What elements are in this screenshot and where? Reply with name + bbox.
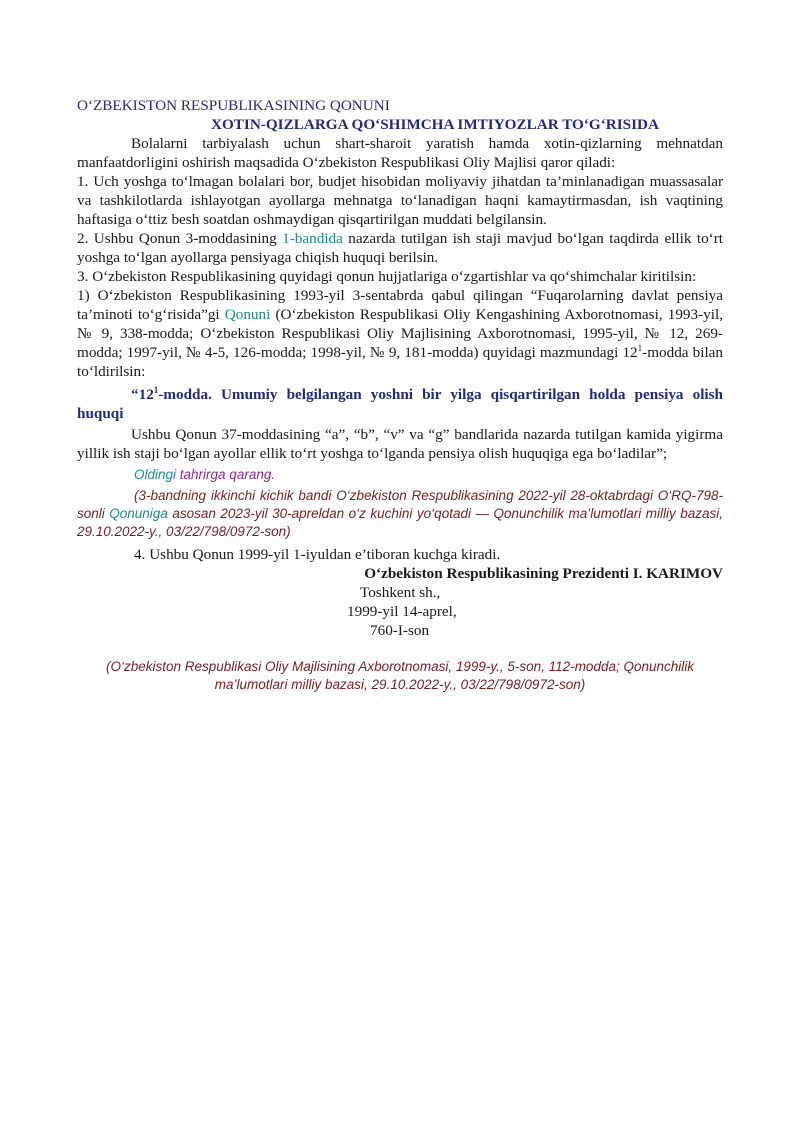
previous-edition-link[interactable] [77, 465, 723, 484]
link-1-bandida[interactable]: 1-bandida [282, 230, 343, 247]
edition-note [77, 487, 723, 541]
item-3-1-text-start: 1) O‘zbekiston Respublikasining 1993-yil 3-sentabrda qabul qilingan “Fuqarolarning davlat pensiya ta’minoti to‘g‘risida”gi [77, 287, 723, 323]
item-3: 3. O‘zbekiston Respublikasining quyidagi qonun hujjatlariga o‘zgartishlar va qo‘shimchalar kiritilsin: [77, 268, 697, 285]
item-2-text-start: 2. Ushbu Qonun 3-moddasining [77, 230, 283, 247]
item-1: 1. Uch yoshga to‘lmagan bolalari bor, budjet hisobidan moliyaviy jihatdan ta’minlanadigan muassasalar va tashkilotlarda ishlayotgan ayollarga mehnatga to‘lanadigan haqni kamaytirmasdan, ish vaqtining haftasiga o‘ttiz besh soatdan oshmaydigan qisqartirilgan muddati belgilansin. [77, 173, 723, 228]
signature-date: 1999-yil 14-aprel, [347, 603, 457, 620]
article-body: Ushbu Qonun 37-moddasining “a”, “b”, “v” va “g” bandlarida nazarda tutilgan kamida yigirma yillik ish staji bo‘lgan ayollar ellik to‘rt yoshga to‘lganda pensiya olish huquqiga ega bo‘ladilar”; [77, 426, 723, 462]
signature-number: 760-I-son [370, 622, 430, 639]
president-signature: O‘zbekiston Respublikasining Prezidenti I. KARIMOV [364, 565, 723, 582]
edition-note-start: (3-bandning ikkinchi kichik bandi O‘zbekiston Respublikasining 2022-yil 28-oktabrdagi O‘RQ-798-sonli [77, 488, 723, 521]
item-3-1-superscript: 1 [637, 342, 643, 353]
law-kicker: O‘ZBEKISTON RESPUBLIKASINING QONUNI [77, 97, 390, 114]
preamble: Bolalarni tarbiyalash uchun shart-sharoit yaratish hamda xotin-qizlarning mehnatdan manfaatdorligini oshirish maqsadida O‘zbekiston Respublikasi Oliy Majlisi qaror qiladi: [77, 135, 723, 171]
previous-edition-link-rest[interactable]: tahrirga qarang. [176, 467, 276, 482]
article-heading-superscript: 1 [153, 384, 159, 395]
link-qonuniga[interactable]: Qonuniga [109, 506, 168, 521]
article-heading-start: “12 [131, 386, 154, 403]
item-4: 4. Ushbu Qonun 1999-yil 1-iyuldan e’tiboran kuchga kiradi. [134, 546, 501, 563]
article-heading-end: -modda. Umumiy belgilangan yoshni bir yilga qisqartirilgan holda pensiya olish huquqi [77, 386, 723, 422]
item-3-1 [77, 286, 723, 381]
article-heading [77, 385, 723, 423]
item-2-text-end: nazarda tutilgan ish staji mavjud bo‘lgan taqdirda ellik to‘rt yoshga to‘lgan ayollarga pensiyaga chiqish huquqi berilsin. [77, 230, 724, 266]
signature-place: Toshkent sh., [360, 584, 441, 601]
item-2 [77, 229, 723, 267]
edition-note-end: asosan 2023-yil 30-apreldan o‘z kuchini yo‘qotadi — Qonunchilik ma’lumotlari milliy bazasi, 29.10.2022-y., 03/22/798/0972-son) [77, 506, 724, 539]
link-qonuni[interactable]: Qonuni [224, 306, 271, 323]
previous-edition-link-word[interactable]: Oldingi [134, 467, 177, 482]
source-citation: (O‘zbekiston Respublikasi Oliy Majlisining Axborotnomasi, 1999-y., 5-son, 112-modda; Qonunchilik ma’lumotlari milliy bazasi, 29.10.2022-y., 03/22/798/0972-son) [105, 659, 695, 692]
item-3-1-text-end: -modda bilan to‘ldirilsin: [77, 344, 724, 380]
law-title: XOTIN-QIZLARGA QO‘SHIMCHA IMTIYOZLAR TO‘G‘RISIDA [211, 116, 659, 133]
document-body [77, 96, 723, 694]
item-3-1-text-mid: (O‘zbekiston Respublikasi Oliy Kengashining Axborotnomasi, 1993-yil, № 9, 338-modda; O‘zbekiston Respublikasi Oliy Majlisining Axborotnomasi, 1995-yil, № 12, 269-modda; 1997-yil, № 4-5, 126-modda; 1998-yil, № 9, 181-modda) quyidagi mazmundagi 12 [77, 306, 723, 361]
